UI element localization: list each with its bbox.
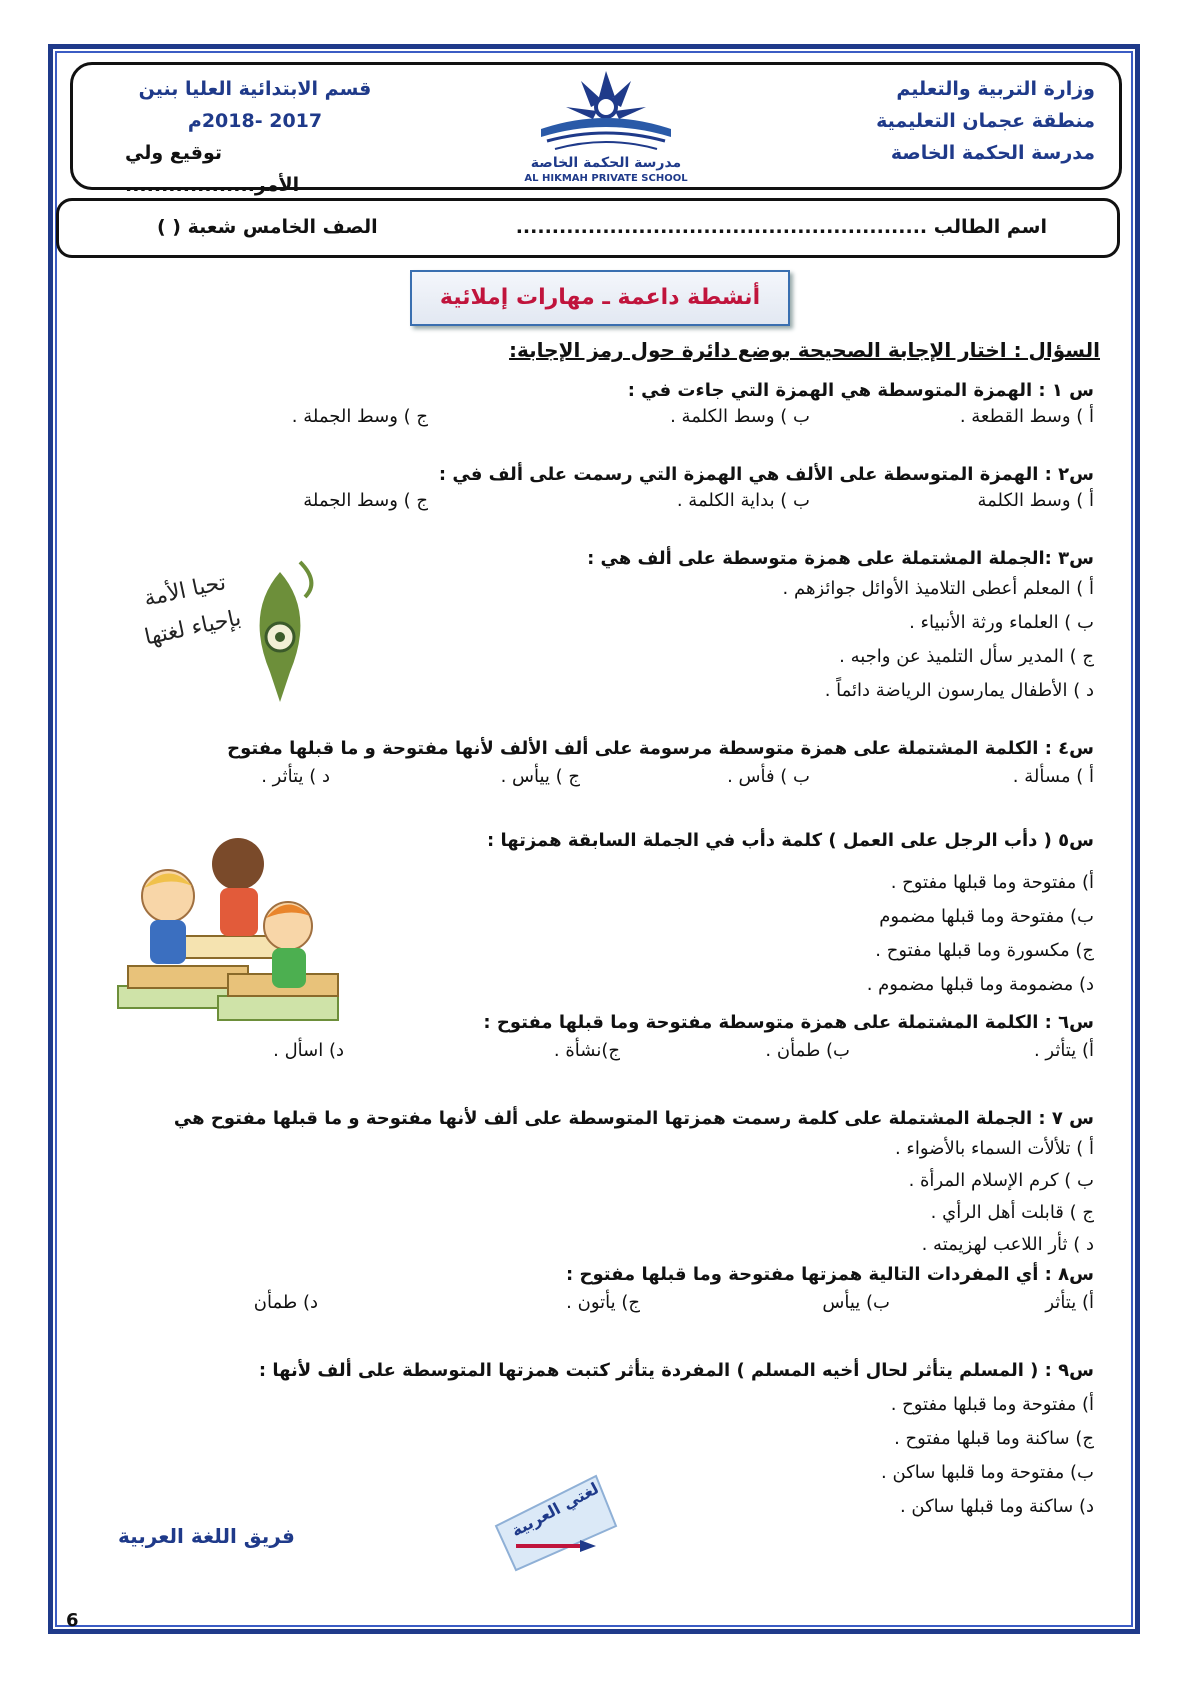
logo-emblem-icon [511, 67, 701, 157]
grade-section-field[interactable]: الصف الخامس شعبة ( ) [157, 216, 378, 238]
q8-option-a[interactable]: أ) يتأثر [1045, 1292, 1094, 1313]
ministry-block [876, 73, 1095, 169]
q1-option-a[interactable]: أ ) وسط القطعة . [959, 406, 1094, 427]
ministry-line: وزارة التربية والتعليم [896, 78, 1095, 100]
q2-option-a[interactable]: أ ) وسط الكلمة [977, 490, 1094, 511]
q6-option-c[interactable]: ج)نشأة . [553, 1040, 620, 1061]
school-year: 2017 -2018م [187, 110, 323, 132]
q9-option-a[interactable]: أ) مفتوحة وما قبلها مفتوح . [890, 1394, 1094, 1415]
calligraphy-art [130, 552, 330, 712]
q7-option-c[interactable]: ج ) قابلت أهل الرأي . [930, 1202, 1094, 1223]
main-question: السؤال : اختار الإجابة الصحيحة بوضع دائرة حول رمز الإجابة: [509, 338, 1100, 362]
student-name-field[interactable]: اسم الطالب ......................................................... [515, 216, 1047, 238]
q5-text: س٥ ( دأب الرجل على العمل ) كلمة دأب في الجملة السابقة همزتها : [486, 830, 1094, 851]
q6-option-a[interactable]: أ) يتأثر . [1033, 1040, 1094, 1061]
arabic-banner-image [476, 1466, 626, 1576]
q3-option-d[interactable]: د ) الأطفال يمارسون الرياضة دائماً . [824, 680, 1094, 701]
department-line: قسم الابتدائية العليا بنين [138, 78, 372, 100]
worksheet-title: أنشطة داعمة ـ مهارات إملائية [410, 270, 790, 326]
q1-option-c[interactable]: ج ) وسط الجملة . [291, 406, 428, 427]
logo-english-name: AL HIKMAH PRIVATE SCHOOL [524, 173, 688, 184]
q2-text: س٢ : الهمزة المتوسطة على الألف هي الهمزة التي رسمت على ألف في : [438, 464, 1094, 485]
q7-text: س ٧ : الجملة المشتملة على كلمة رسمت همزتها المتوسطة على ألف لأنها مفتوحة و ما قبلها مفتوح هي [173, 1108, 1094, 1129]
children-books-icon [108, 816, 348, 1036]
q4-option-d[interactable]: د ) يتأثر . [261, 766, 330, 787]
q7-option-a[interactable]: أ ) تلألأت السماء بالأضواء . [894, 1138, 1094, 1159]
q4-option-c[interactable]: ج ) ييأس . [500, 766, 580, 787]
q5-option-a[interactable]: أ) مفتوحة وما قبلها مفتوح . [890, 872, 1094, 893]
region-line: منطقة عجمان التعليمية [876, 110, 1095, 132]
q3-text: س٣ :الجملة المشتملة على همزة متوسطة على ألف هي : [587, 548, 1094, 569]
q5-option-c[interactable]: ج) مكسورة وما قبلها مفتوح . [875, 940, 1094, 961]
banner-text: لغتي العربية [508, 1478, 602, 1541]
logo-arabic-name: مدرسة الحكمة الخاصة [530, 155, 682, 171]
q7-option-b[interactable]: ب ) كرم الإسلام المرأة . [908, 1170, 1094, 1191]
q6-option-b[interactable]: ب) طمأن . [765, 1040, 850, 1061]
q4-text: س٤ : الكلمة المشتملة على همزة متوسطة مرسومة على ألف الألف لأنها مفتوحة و ما قبلها مفتوح [227, 738, 1094, 759]
q4-option-b[interactable]: ب ) فأس . [727, 766, 810, 787]
children-on-books-image [108, 816, 348, 1036]
q6-text: س٦ : الكلمة المشتملة على همزة متوسطة مفتوحة وما قبلها مفتوح : [483, 1012, 1094, 1033]
q3-option-a[interactable]: أ ) المعلم أعطى التلاميذ الأوائل جوائزهم . [782, 578, 1094, 599]
q2-option-c[interactable]: ج ) وسط الجملة [303, 490, 428, 511]
q2-option-b[interactable]: ب ) بداية الكلمة . [676, 490, 810, 511]
q8-option-b[interactable]: ب) ييأس [822, 1292, 890, 1313]
q3-option-c[interactable]: ج ) المدير سأل التلميذ عن واجبه . [839, 646, 1094, 667]
q7-option-d[interactable]: د ) ثأر اللاعب لهزيمته . [921, 1234, 1094, 1255]
q9-text: س٩ : ( المسلم يتأثر لحال أخيه المسلم ) المفردة يتأثر كتبت همزتها المتوسطة على ألف لأنها : [258, 1360, 1094, 1381]
q1-option-b[interactable]: ب ) وسط الكلمة . [670, 406, 810, 427]
q9-option-d[interactable]: د) ساكنة وما قبلها ساكن . [899, 1496, 1094, 1517]
q8-option-d[interactable]: د) طمأن [253, 1292, 318, 1313]
q4-option-a[interactable]: أ ) مسألة . [1012, 766, 1094, 787]
calligraphy-text: تحيا الأمة بإحياء لغتها [141, 570, 244, 651]
arabic-team-signature: فريق اللغة العربية [118, 1524, 295, 1548]
q9-option-b[interactable]: ب) مفتوحة وما قلبها ساكن . [881, 1462, 1094, 1483]
q8-option-c[interactable]: ج) يأتون . [566, 1292, 640, 1313]
q9-option-c[interactable]: ج) ساكنة وما قبلها مفتوح . [894, 1428, 1094, 1449]
department-block [125, 73, 385, 201]
q5-option-b[interactable]: ب) مفتوحة وما قبلها مضموم [879, 906, 1094, 927]
parent-signature: توقيع ولي الأمر.................. [125, 142, 300, 196]
school-header [70, 62, 1122, 196]
page-number: 6 [66, 1610, 79, 1631]
q3-option-b[interactable]: ب ) العلماء ورثة الأنبياء . [909, 612, 1094, 633]
q8-text: س٨ : أي المفردات التالية همزتها مفتوحة وما قبلها مفتوح : [566, 1264, 1094, 1285]
q1-text: س ١ : الهمزة المتوسطة هي الهمزة التي جاءت في : [627, 380, 1094, 401]
q5-option-d[interactable]: د) مضمومة وما قبلها مضموم . [866, 974, 1094, 995]
school-logo [511, 67, 701, 189]
q6-option-d[interactable]: د) اسأل . [273, 1040, 344, 1061]
school-line: مدرسة الحكمة الخاصة [890, 142, 1095, 164]
student-info-box [56, 198, 1120, 258]
